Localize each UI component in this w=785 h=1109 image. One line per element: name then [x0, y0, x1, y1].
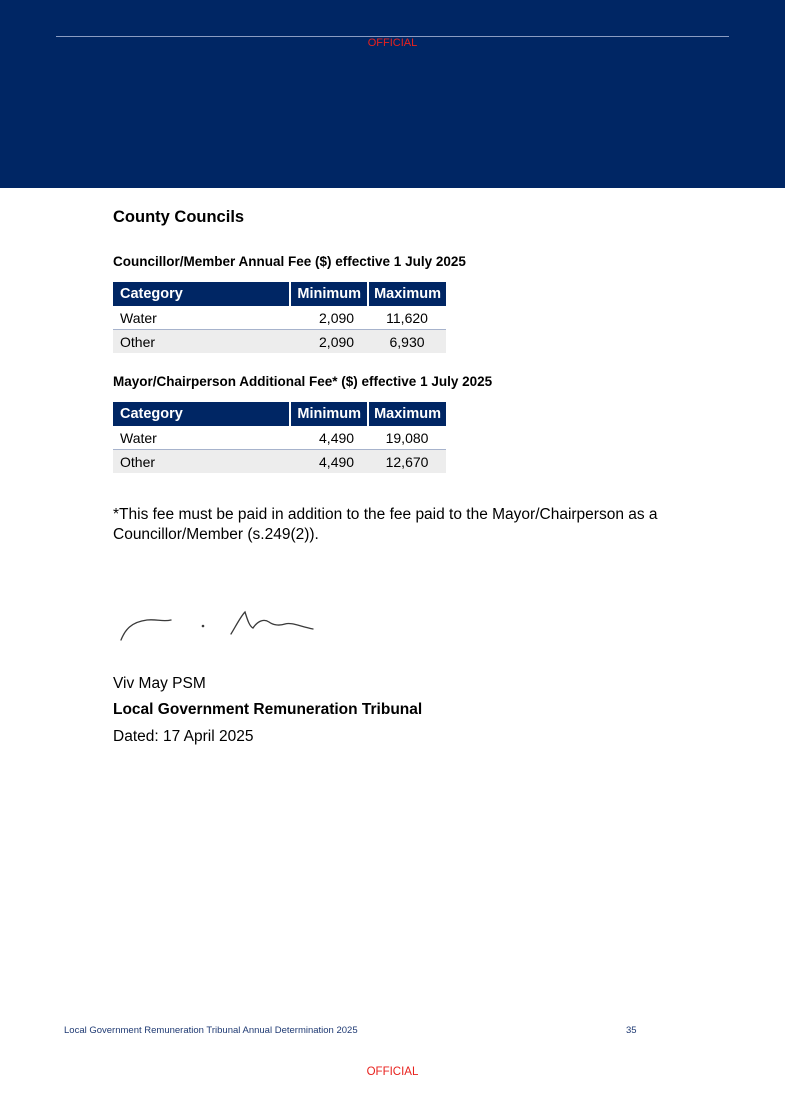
column-header-maximum: Maximum	[368, 282, 446, 306]
cell-category: Other	[113, 330, 290, 354]
table-row	[113, 450, 446, 474]
cell-minimum: 2,090	[290, 306, 368, 330]
column-header-minimum: Minimum	[290, 402, 368, 426]
cell-maximum: 6,930	[368, 330, 446, 354]
table-row	[113, 306, 446, 330]
header-band	[0, 0, 785, 188]
cell-category: Water	[113, 426, 290, 450]
table-header-row	[113, 402, 446, 426]
cell-maximum: 12,670	[368, 450, 446, 474]
table-1-heading: Councillor/Member Annual Fee ($) effective 1 July 2025	[113, 254, 466, 269]
signatory-organisation: Local Government Remuneration Tribunal	[113, 701, 423, 718]
cell-category: Other	[113, 450, 290, 474]
dated-line: Dated: 17 April 2025	[113, 728, 254, 745]
column-header-maximum: Maximum	[368, 402, 446, 426]
footer-page-number: 35	[626, 1025, 637, 1036]
table-row	[113, 426, 446, 450]
handwritten-signature	[113, 598, 323, 648]
mayor-additional-fee-table	[113, 402, 446, 473]
cell-maximum: 11,620	[368, 306, 446, 330]
column-header-category: Category	[113, 282, 290, 306]
table-2-heading: Mayor/Chairperson Additional Fee* ($) effective 1 July 2025	[113, 374, 493, 389]
councillor-fee-table	[113, 282, 446, 353]
footer-document-title: Local Government Remuneration Tribunal Annual Determination 2025	[64, 1025, 358, 1036]
table-header-row	[113, 282, 446, 306]
column-header-category: Category	[113, 402, 290, 426]
cell-minimum: 4,490	[290, 450, 368, 474]
cell-minimum: 4,490	[290, 426, 368, 450]
fee-footnote: *This fee must be paid in addition to the fee paid to the Mayor/Chairperson as a Councillor/Member (s.249(2)).	[113, 506, 658, 543]
cell-category: Water	[113, 306, 290, 330]
table-row	[113, 330, 446, 354]
signatory-name: Viv May PSM	[113, 675, 206, 692]
section-title: County Councils	[113, 208, 245, 226]
classification-label-bottom: OFFICIAL	[366, 1066, 419, 1078]
cell-maximum: 19,080	[368, 426, 446, 450]
column-header-minimum: Minimum	[290, 282, 368, 306]
classification-label-top: OFFICIAL	[367, 37, 418, 49]
cell-minimum: 2,090	[290, 330, 368, 354]
